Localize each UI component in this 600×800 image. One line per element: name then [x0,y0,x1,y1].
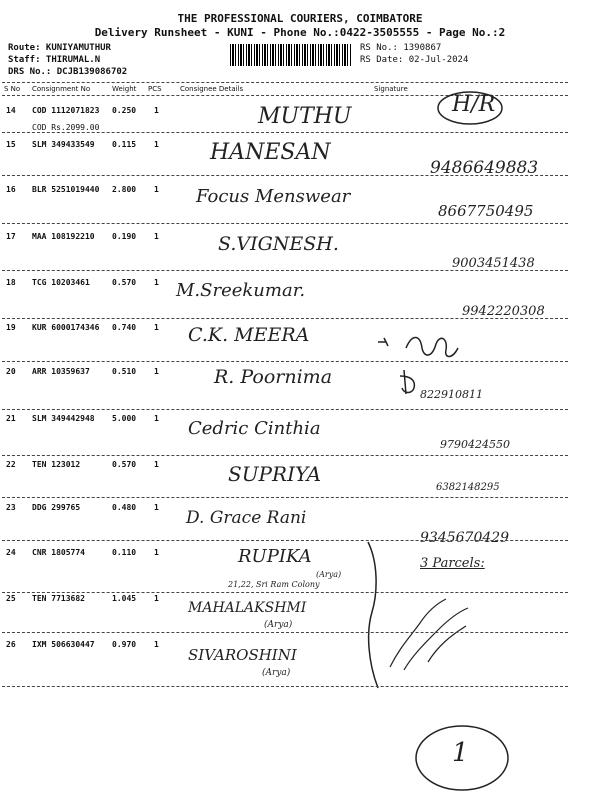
row-14-consignee: MUTHU [258,104,352,129]
row-26-consignment: IXM 506630447 [32,640,95,649]
row-20-consignment: ARR 10359637 [32,367,90,376]
row-20-sno: 20 [6,367,16,376]
row-24-pcs: 1 [154,548,159,557]
row-24-consignee: RUPIKA [238,546,312,567]
row-19-consignee: C.K. MEERA [188,324,310,346]
row-20-signature: 822910811 [420,388,483,401]
row-25-consignment: TEN 7713682 [32,594,85,603]
row-15-sno: 15 [6,140,16,149]
col-sno: S No [4,85,21,93]
row-23-consignment: DDG 299765 [32,503,81,512]
row-25-weight: 1.045 [112,594,137,603]
company-title: THE PROFESSIONAL COURIERS, COIMBATORE [177,12,423,25]
row-25-consignee: MAHALAKSHMI [188,600,307,616]
row-17-weight: 0.190 [112,232,137,241]
row-24-weight: 0.110 [112,548,137,557]
row-25-arya: (Arya) [264,620,293,630]
row-19-consignment: KUR 6000174346 [32,323,100,332]
row-26-sno: 26 [6,640,16,649]
row-24-consignment: CNR 1805774 [32,548,85,557]
row-18-pcs: 1 [154,278,159,287]
row-14-pcs: 1 [154,106,159,115]
row-19-signature-scribble [376,330,496,360]
row-17-signature: 9003451438 [452,256,535,271]
row-14-consignment: COD 1112071823 [32,106,100,115]
row-20-weight: 0.510 [112,367,137,376]
col-pcs: PCS [148,85,162,93]
row-22-pcs: 1 [154,460,159,469]
row-26-consignee: SIVAROSHINI [188,646,297,664]
runsheet-title: Delivery Runsheet - KUNI - Phone No.:0422-3505555 - Page No.:2 [94,26,506,39]
row-16-signature: 8667750495 [438,202,534,220]
row-14-signature: H/R [452,92,496,117]
row-16-consignee: Focus Menswear [196,186,351,207]
row-15-weight: 0.115 [112,140,137,149]
row-16-sno: 16 [6,185,16,194]
row-22-weight: 0.570 [112,460,137,469]
row-23-signature: 9345670429 [420,530,510,546]
row-23-sno: 23 [6,503,16,512]
row-21-consignment: SLM 349442948 [32,414,95,423]
rs-date-field: RS Date: 02-Jul-2024 [360,55,469,65]
barcode-image [230,44,352,66]
row-19-pcs: 1 [154,323,159,332]
row-14-signature-circle [435,88,505,128]
row-18-consignment: TCG 10203461 [32,278,90,287]
drs-field: DRS No.: DCJB139086702 [8,67,128,77]
rs-no-field: RS No.: 1390867 [360,43,442,53]
row-17-pcs: 1 [154,232,159,241]
row-17-consignee: S.VIGNESH. [218,233,339,255]
row-22-signature: 6382148295 [436,482,500,493]
row-22-consignment: TEN 123012 [32,460,81,469]
row-19-sno: 19 [6,323,16,332]
row-21-pcs: 1 [154,414,159,423]
row-15-consignment: SLM 349433549 [32,140,95,149]
row-23-weight: 0.480 [112,503,137,512]
row-16-pcs: 1 [154,185,159,194]
row-24-arya: (Arya) [316,570,342,579]
col-consignee: Consignee Details [180,85,244,93]
row-16-weight: 2.800 [112,185,137,194]
row-15-consignee: HANESAN [210,140,331,165]
staff-field: Staff: THIRUMAL.N [8,55,101,65]
row-14-cod-amount: COD Rs.2099.00 [32,123,100,132]
row-18-consignee: M.Sreekumar. [176,280,306,301]
col-consignment: Consignment No [32,85,91,93]
row-24-sno: 24 [6,548,16,557]
page-mark-number: 1 [452,738,469,768]
row-18-sno: 18 [6,278,16,287]
row-21-signature: 9790424550 [440,438,510,451]
row-23-consignee: D. Grace Rani [186,508,307,528]
col-signature: Signature [374,85,408,93]
row-26-arya: (Arya) [262,668,291,678]
row-20-consignee: R. Poornima [214,366,333,388]
row-15-signature: 9486649883 [430,158,539,178]
row-17-consignment: MAA 108192210 [32,232,95,241]
route-field: Route: KUNIYAMUTHUR [8,43,111,53]
row-21-weight: 5.000 [112,414,137,423]
row-18-signature: 9942220308 [462,304,545,319]
row-20-pcs: 1 [154,367,159,376]
row-21-consignee: Cedric Cinthia [188,418,321,439]
row-25-sno: 25 [6,594,16,603]
row-17-sno: 17 [6,232,16,241]
row-16-consignment: BLR 5251019440 [32,185,100,194]
col-weight: Weight [112,85,137,93]
row-21-sno: 21 [6,414,16,423]
row-20-signature-mark [398,366,428,398]
row-25-pcs: 1 [154,594,159,603]
row-15-pcs: 1 [154,140,159,149]
row-26-weight: 0.970 [112,640,137,649]
row-22-consignee: SUPRIYA [228,462,322,486]
row-14-sno: 14 [6,106,16,115]
row-23-pcs: 1 [154,503,159,512]
row-24-signature: 3 Parcels: [420,556,485,571]
row-19-weight: 0.740 [112,323,137,332]
row-24-address: 21,22, Sri Ram Colony [228,580,320,589]
row-26-pcs: 1 [154,640,159,649]
row-18-weight: 0.570 [112,278,137,287]
row-22-sno: 22 [6,460,16,469]
row-14-weight: 0.250 [112,106,137,115]
